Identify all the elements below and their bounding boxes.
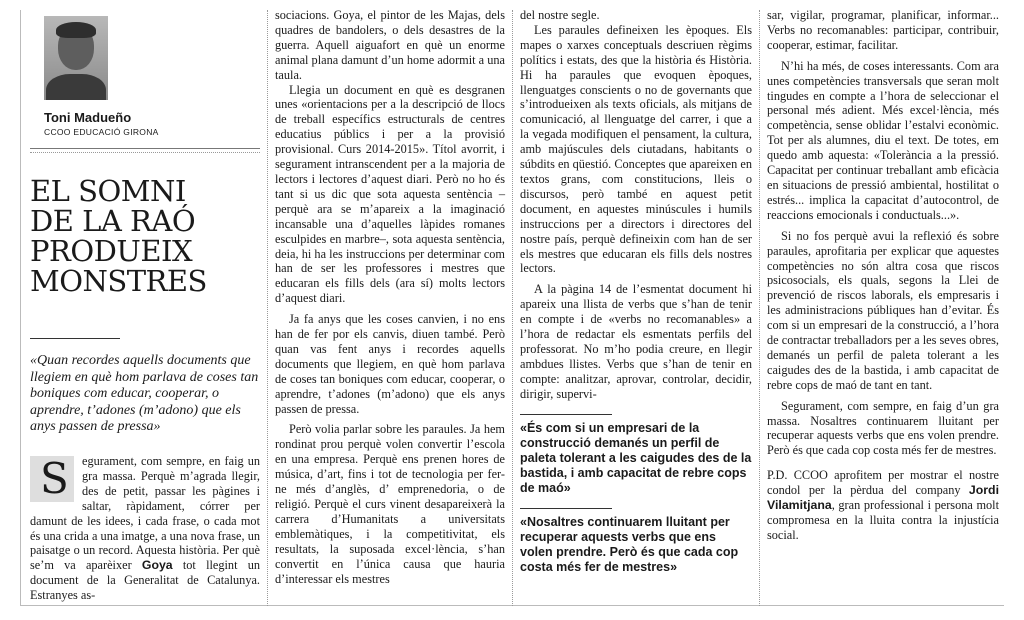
paragraph: sar, vigilar, programar, planificar, informar... Verbs no recomanables: participar, contribuir, cooperar, estimar, facilitar. [767, 8, 999, 52]
column-4 [767, 8, 999, 543]
paragraph: Si no fos perquè avui la reflexió és sobre paraules, aprofitaria per explicar que aquestes competències no són altra cosa que riscos psicosocials, els quals, segons la Llei de prevenció de riscos laborals, els empresaris i les administracions públiques han d’evitar. És com si un empresari de la construcció, a l’hora de contractar treballadors per a les seves obres, demanés un perfil de paleta tolerant a les caigudes des de la bastida, i amb capacitat de rebre cops de maó de tant en tant. [767, 228, 999, 392]
paragraph: Les paraules defineixen les èpoques. Els mapes o xarxes conceptuals descriuen règims polítics i estats, des que la història és Història. Hi ha paraules que evoquen èpoques, llenguatges conscients o no de governants que s’introdueixen als texts oficials, als mitjans de comunicació, al llenguatge del carrer, i que a la vegada modifiquen el pensament, la cultura, amb majúscules dels ciutadans, habitants o súbdits en qüestió. Conceptes que apareixen en textos grans, com constitucions, lleis o discursos, però també en aquest petit document, en aquestes minúscules i humils instruccions per a directors i directores del nostre país, perquè defineixin com han de ser els mestres que educaran els fills dels nostres lectors. [520, 22, 752, 276]
paragraph: A la pàgina 14 de l’esmentat document hi apareix una llista de verbs que s’han de tenir en compte i de «verbs no recomanables» a l’hora de redactar els esmentats perfils del professorat. No m’ho podia creure, en llegir ambdues llistes. Verbs que s’han de tenir en compte: analitzar, aprovar, controlar, decidir, dirigir, supervi- [520, 282, 752, 401]
headline-line: MONSTRES [30, 264, 207, 298]
column-2 [275, 8, 505, 586]
headline-line: DE LA RAÓ [30, 204, 196, 238]
headline-rule [30, 338, 120, 339]
byline-rule-dotted [30, 152, 260, 153]
author-name: Toni Madueño [44, 110, 132, 125]
paragraph: Però volia parlar sobre les paraules. Ja hem rondinat prou perquè volen convertir l’escola en una empresa. Perquè ens prenen hores de música, d’art, fins i tot de tecnologia per fer-ne més d’anglès, d’ emprenedoria, o de religió. Perquè el curs vinent desapareixerà la carrera d’Humanitats a universitats emblemàtiques, i la competitivitat, els resultats, la suposada excel·lència, s’han convertit en l’única causa que hauria d’interessar els mestres [275, 422, 505, 586]
author-photo [44, 16, 108, 100]
paragraph: Ja fa anys que les coses canvien, i no ens han de fer por els canvis, diuen també. Però quan vas fent anys i recordes aquells documents que llegiem, en què hom parlava de coses tan boniques com educar, cooperar, o aprendre, t’adones (m’adono) que els anys passen de pressa. [275, 312, 505, 416]
postscript: P.D. CCOO aprofitem per mostrar el nostre condol per la pèrdua del company Jordi Vilamitjana, gran professional i persona molt compromesa en la lluita contra la injustícia social. [767, 468, 999, 542]
dropcap: S [40, 454, 69, 503]
column-divider [512, 10, 513, 606]
headline-line: EL SOMNI [30, 174, 186, 208]
headline [30, 176, 260, 296]
pull-quote: «És com si un empresari de la construcció demanés un perfil de paleta tolerant a les caigudes des de la bastida, i amb capacitat de rebre cops de maó» [520, 420, 752, 495]
standfirst: «Quan recordes aquells documents que llegiem en què hom parlava de coses tan boniques com educar, cooperar, o aprendre, t’adones (m’adono) que els anys passen de pressa» [30, 353, 259, 434]
paragraph: egurament, com sempre, en faig un gra massa. Perquè m’agrada llegir, des de petit, passar les pàgines i saltar, ràpidament, córrer per damunt de les idees, i cada frase, o cada mot és una crida a una imatge, a una nova frase, un paisatge o un record. Aquesta història. Per què se’m va aparèixer Goya tot llegint un document de la Generalitat de Catalunya. Estranyes as- [30, 454, 260, 603]
byline [44, 110, 264, 137]
dropcap-box [30, 456, 74, 502]
paragraph: sociacions. Goya, el pintor de les Majas, dels quadres de bandolers, o dels desastres de la guerra. Aquell aiguafort en què un enorme animal plana damunt d’un home adormit a una taula. [275, 8, 505, 82]
author-role: CCOO EDUCACIÓ GIRONA [44, 127, 159, 137]
paragraph: Segurament, com sempre, en faig d’un gra massa. Nosaltres continuarem lluitant per recuperar aquests verbs que ens volen prendre. Però és que cada cop costa més fer de mestres. [767, 398, 999, 458]
paragraph: del nostre segle. [520, 8, 600, 22]
pull-quote-rule [520, 414, 612, 415]
paragraph: N’hi ha més, de coses interessants. Com ara unes competències transversals que seran molt tingudes en compte a l’hora de seleccionar el personal més adient. Més excel·lència, més competència, sense oblidar l’estalvi econòmic. Tot per als alumnes, diu el text. De totes, em quedo amb aquesta: «Tolerància a la pressió. Capacitat per continuar treballant amb eficàcia en situacions de pressió ambiental, hostilitat o estrés... implica la capacitat d’autocontrol, de reaccions emocionals i conductuals...». [767, 58, 999, 222]
headline-line: PRODUEIX [30, 234, 193, 268]
column-divider [267, 10, 268, 606]
pull-quote-rule [520, 508, 612, 509]
bold-name: Jordi Vilamitjana [767, 483, 999, 513]
article-body-start [30, 454, 260, 603]
column-3 [520, 8, 752, 575]
pull-quote: «Nosaltres continuarem lluitant per recuperar aquests verbs que ens volen prendre. Però és que cada cop costa més fer de mestres» [520, 514, 739, 574]
left-border-rule [20, 10, 21, 606]
column-1 [30, 8, 260, 608]
column-divider [759, 10, 760, 606]
bold-name: Goya [141, 558, 173, 573]
paragraph: Llegia un document en què es desgranen unes «orientacions per a la descripció de llocs de treball específics estructurals de centres educatius públics i per a la provisió provisional. Curs 2014-2015». Títol avorrit, i segurament intranscendent per a la majoria de lectors i lectores d’aquest diari. Però no ho és tant si us dic que sota aquesta sentència –perquè ara se m’apareix a la imaginació incansable una d’aquelles làpides romanes esculpides en marbre–, sota aquesta sentència, deia, hi ha les instruccions per determinar com han de ser les professores i mestres que educaran els fills dels (ara sí) molts lectors d’aquest diari. [275, 82, 505, 306]
byline-rule [30, 148, 260, 149]
